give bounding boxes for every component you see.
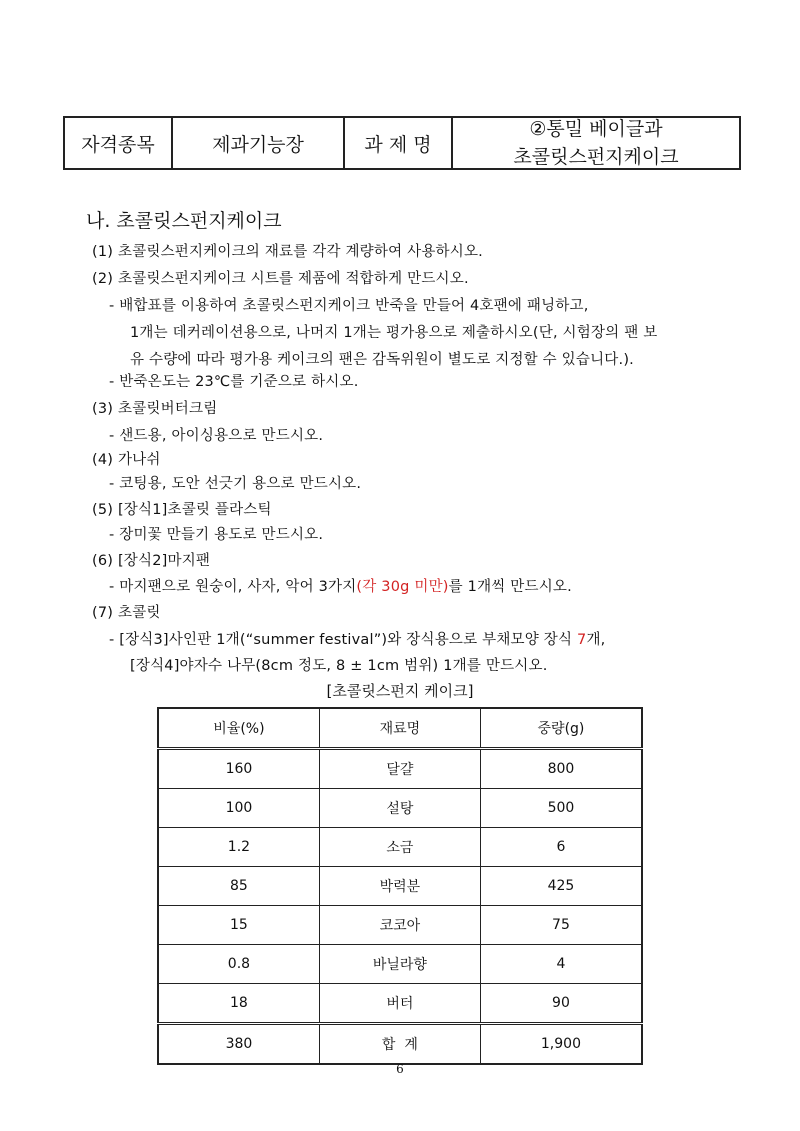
column-header-ingredient: 재료명 — [319, 708, 480, 749]
instruction-1: (1) 초콜릿스펀지케이크의 재료를 각각 계량하여 사용하시오. — [92, 244, 483, 260]
header-value-task — [453, 118, 739, 168]
fan-decoration-count: 7 — [577, 632, 587, 648]
instruction-3-detail: - 샌드용, 아이싱용으로 만드시오. — [109, 428, 324, 444]
instruction-5: (5) [장식1]초콜릿 플라스틱 — [92, 502, 272, 518]
table-row — [158, 867, 642, 906]
column-header-ratio: 비율(%) — [158, 708, 319, 749]
instruction-6-detail-text-c: 를 1개씩 만드시오. — [448, 579, 572, 595]
ingredient-cell: 설탕 — [319, 789, 480, 828]
table-caption: [초콜릿스펀지 케이크] — [326, 682, 474, 700]
instruction-3: (3) 초콜릿버터크림 — [92, 401, 218, 417]
instruction-2: (2) 초콜릿스펀지케이크 시트를 제품에 적합하게 만드시오. — [92, 271, 469, 287]
instruction-4-detail: - 코팅용, 도안 선긋기 용으로 만드시오. — [109, 476, 362, 492]
instruction-2-detail-1-cont2: 유 수량에 따라 평가용 케이크의 팬은 감독위원이 별도로 지정할 수 있습니다.). — [130, 352, 634, 368]
total-weight-cell: 1,900 — [480, 1024, 642, 1065]
ratio-cell: 1.2 — [158, 828, 319, 867]
weight-cell: 800 — [480, 749, 642, 789]
ratio-cell: 18 — [158, 984, 319, 1024]
weight-cell: 75 — [480, 906, 642, 945]
header-value-qualification: 제과기능장 — [173, 118, 345, 168]
weight-cell: 6 — [480, 828, 642, 867]
total-label-cell: 합 계 — [319, 1024, 480, 1065]
table-row — [158, 906, 642, 945]
instruction-7-detail-1 — [109, 628, 605, 649]
instruction-4: (4) 가나쉬 — [92, 452, 161, 468]
weight-cell: 425 — [480, 867, 642, 906]
instruction-7: (7) 초콜릿 — [92, 605, 161, 621]
task-name-line1: ②통밀 베이글과 — [529, 118, 663, 140]
table-header-row — [158, 708, 642, 749]
ratio-cell: 0.8 — [158, 945, 319, 984]
weight-cell: 4 — [480, 945, 642, 984]
weight-limit-note: (각 30g 미만) — [356, 579, 449, 595]
table-row — [158, 984, 642, 1024]
total-ratio-cell: 380 — [158, 1024, 319, 1065]
instruction-7-detail-2: [장식4]야자수 나무(8cm 정도, 8 ± 1cm 범위) 1개를 만드시오. — [130, 658, 548, 674]
header-label-qualification: 자격종목 — [65, 118, 173, 168]
task-name-line2: 초콜릿스펀지케이크 — [513, 146, 679, 168]
ratio-cell: 100 — [158, 789, 319, 828]
instruction-7-detail-1-text-c: 개, — [586, 632, 606, 648]
header-table — [63, 116, 741, 170]
instruction-6-detail — [109, 575, 572, 596]
ingredient-cell: 달걀 — [319, 749, 480, 789]
instruction-2-detail-1-cont: 1개는 데커레이션용으로, 나머지 1개는 평가용으로 제출하시오(단, 시험장의 팬 보 — [130, 325, 658, 341]
table-row — [158, 828, 642, 867]
instruction-6: (6) [장식2]마지팬 — [92, 553, 211, 569]
ingredient-cell: 바닐라향 — [319, 945, 480, 984]
instruction-5-detail: - 장미꽃 만들기 용도로 만드시오. — [109, 527, 324, 543]
ingredient-cell: 코코아 — [319, 906, 480, 945]
recipe-table — [157, 707, 643, 1065]
column-header-weight: 중량(g) — [480, 708, 642, 749]
table-row — [158, 749, 642, 789]
page-number: 6 — [396, 1062, 404, 1076]
instruction-2-detail-1: - 배합표를 이용하여 초콜릿스펀지케이크 반죽을 만들어 4호팬에 패닝하고, — [109, 298, 589, 314]
instruction-7-detail-1-text-a: - [장식3]사인판 1개(“summer festival”)와 장식용으로 부채모양 장식 — [109, 632, 577, 648]
ratio-cell: 85 — [158, 867, 319, 906]
instruction-2-detail-2: - 반죽온도는 23℃를 기준으로 하시오. — [109, 374, 359, 390]
ingredient-cell: 소금 — [319, 828, 480, 867]
section-title: 나. 초콜릿스펀지케이크 — [86, 210, 282, 232]
table-row — [158, 945, 642, 984]
ingredient-cell: 버터 — [319, 984, 480, 1024]
table-row — [158, 789, 642, 828]
header-label-task: 과 제 명 — [345, 118, 453, 168]
table-total-row — [158, 1024, 642, 1065]
instruction-6-detail-text-a: - 마지팬으로 원숭이, 사자, 악어 3가지 — [109, 579, 357, 595]
weight-cell: 90 — [480, 984, 642, 1024]
weight-cell: 500 — [480, 789, 642, 828]
ingredient-cell: 박력분 — [319, 867, 480, 906]
ratio-cell: 160 — [158, 749, 319, 789]
ratio-cell: 15 — [158, 906, 319, 945]
